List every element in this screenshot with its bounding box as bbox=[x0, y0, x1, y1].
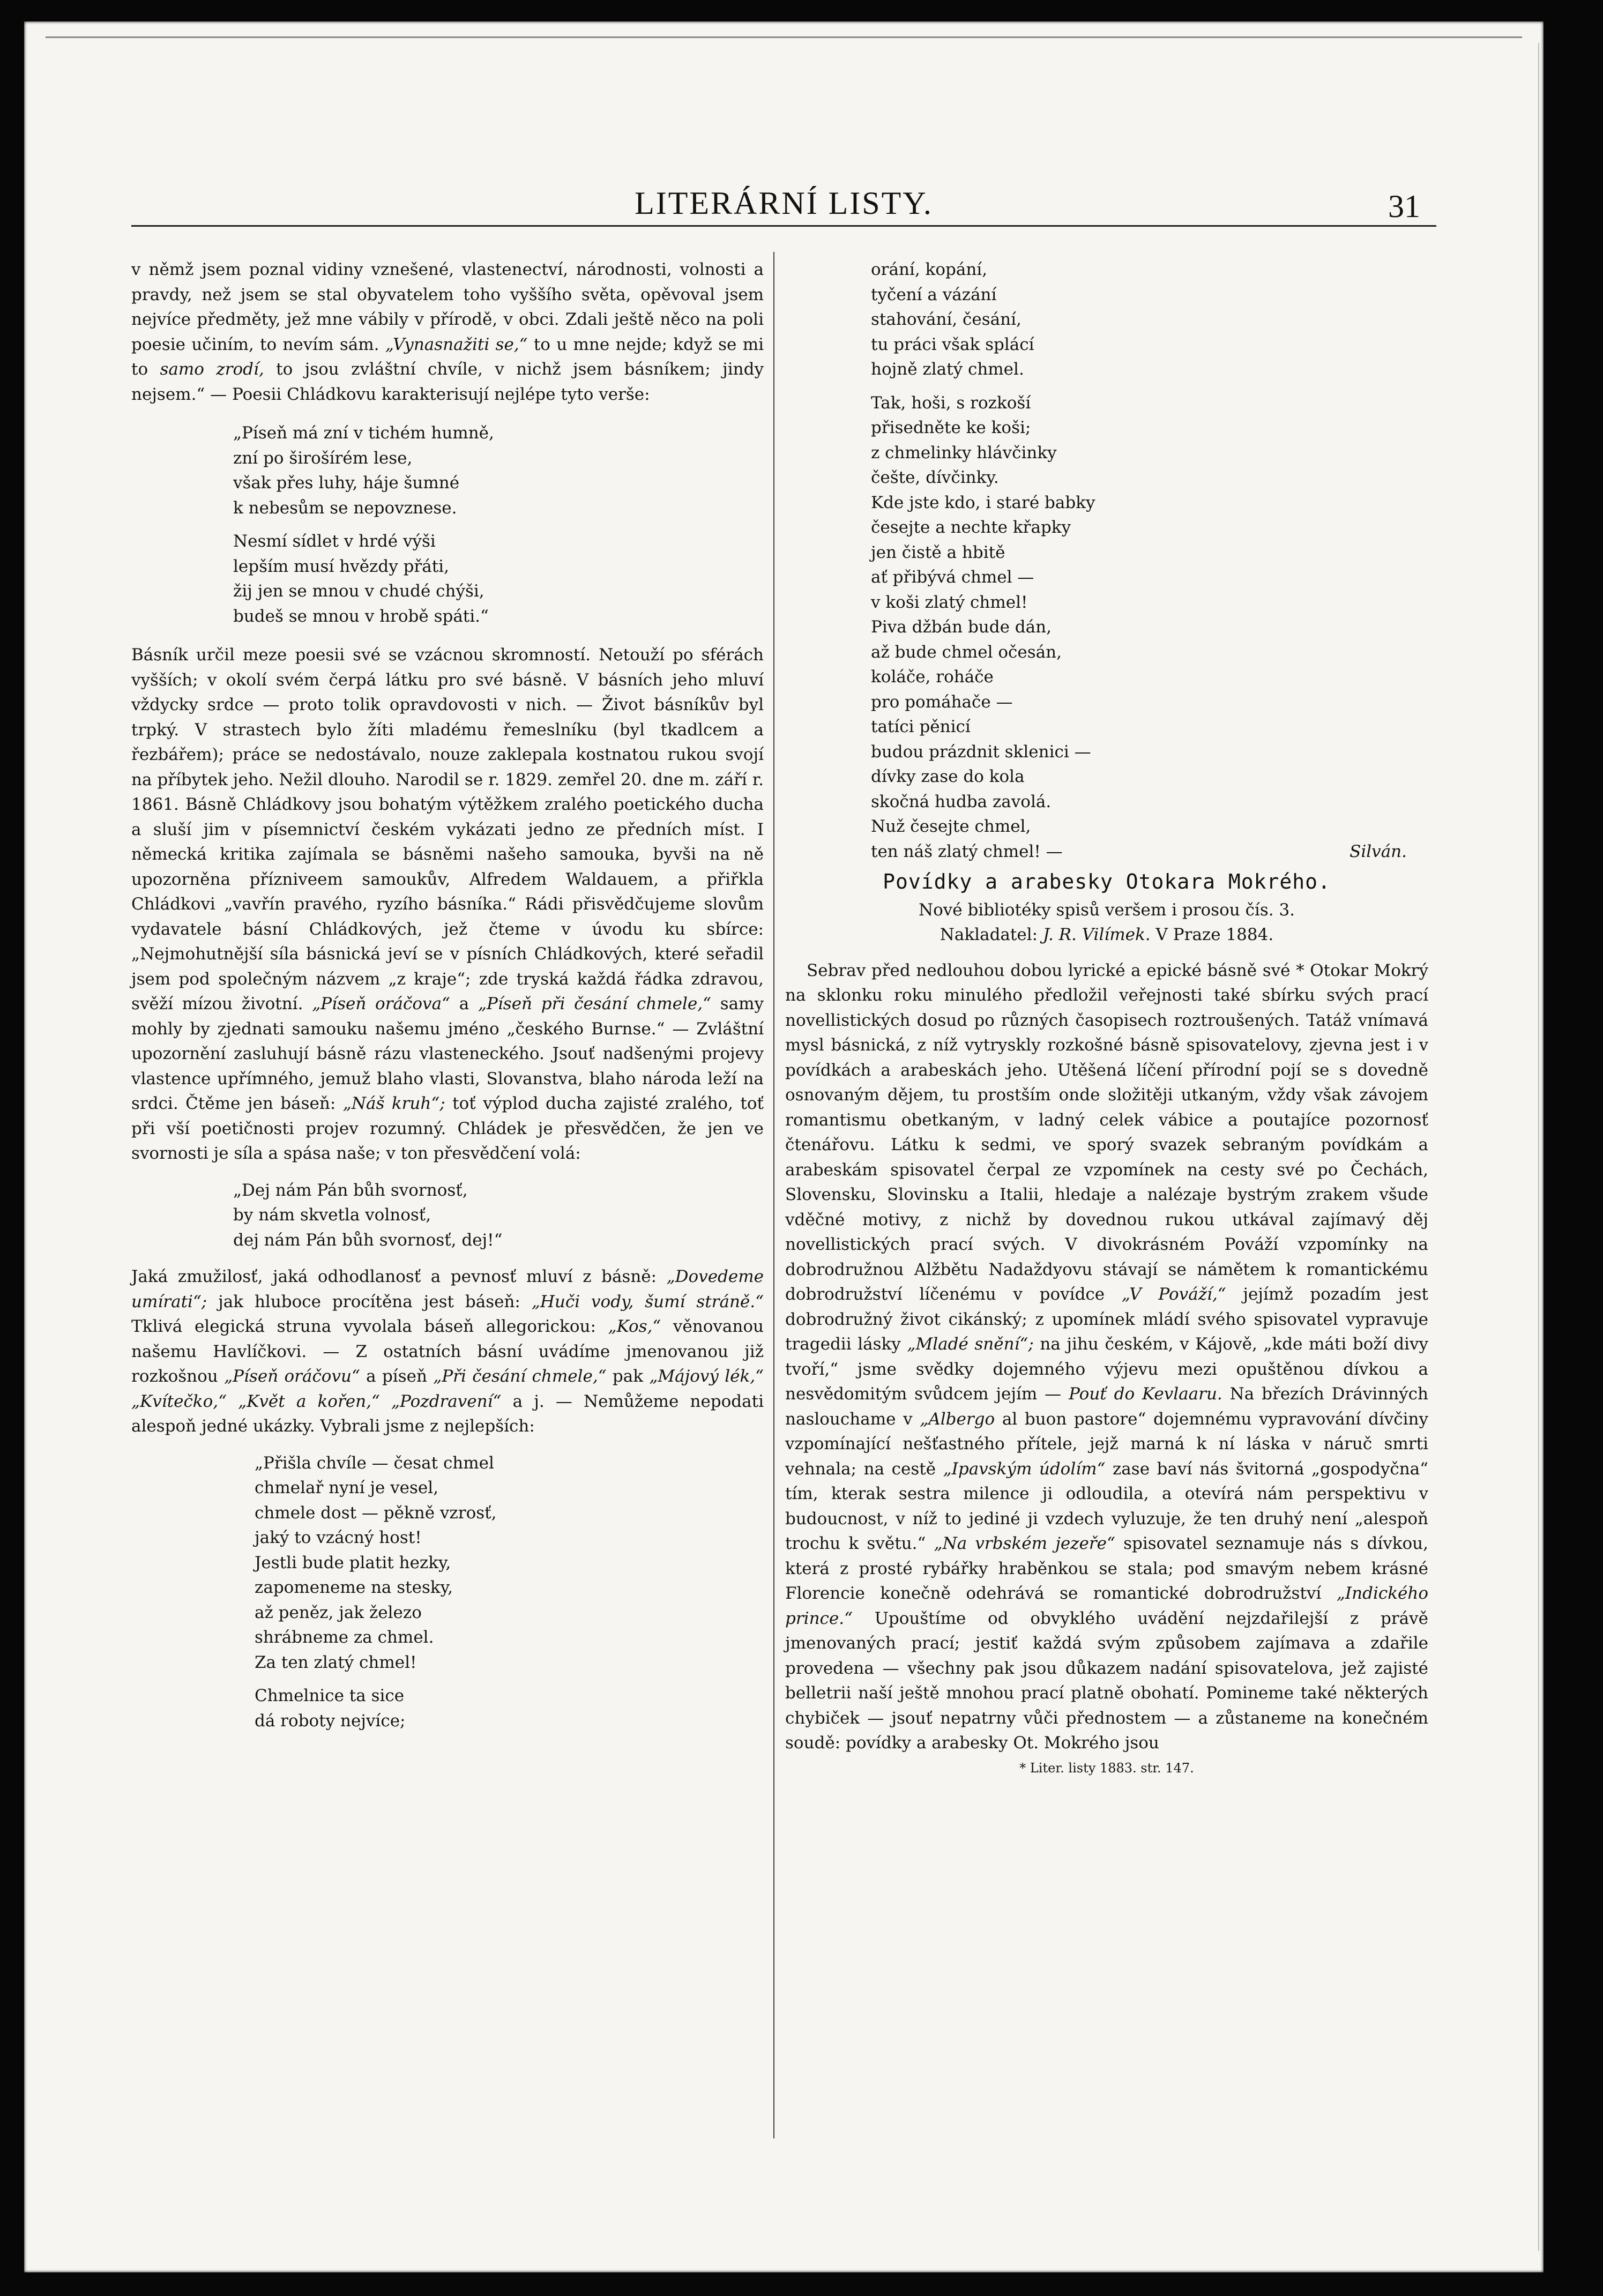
verse-line: chmelař nyní je vesel, bbox=[255, 1478, 439, 1497]
verse-stanza-6 bbox=[871, 257, 1428, 382]
verse-line: v koši zlatý chmel! bbox=[871, 592, 1028, 612]
page bbox=[24, 21, 1544, 2272]
verse-line: Chmelnice ta sice bbox=[255, 1686, 405, 1705]
verse-line: stahování, česání, bbox=[871, 310, 1022, 329]
author-signature: Silván. bbox=[1349, 841, 1407, 861]
paragraph-4: Sebrav před nedlouhou dobou lyrické a epické básně své * Otokar Mokrý na sklonku roku minulého předložil veřejnosti také sbírku svých prací novellistických dosud po různých časopisech roztroušených. Tatáž vnímavá mysl básnická, z níž vytryskly rozkošné básně spisovatelovy, zjevna jest i v povídkách a arabeskách jeho. Utěšená líčení přírodní pojí se s dovedně osnovaným dějem, tu prostším onde složitěji utkaným, vždy však závojem romantismu obetkaným, v ladný celek vábice a poutajíce pozornosť čtenářovu. Látku k sedmi, ve sporý svazek sebraným povídkám a arabeskám spisovatel čerpal ze vzpomínek na cesty své po Čechách, Slovensku, Slovinsku a Italii, hledaje a nalézaje bystrým zrakem všude vděčné motivy, z nichž by dovednou rukou utkával zajímavý děj novellistických prací svých. V divokrásném Pováží vzpomínky na dobrodružnou Alžbětu Nadaždyovu stávají se námětem k romantickému dobrodružství líčenému v povídce „V Pováží,“ jejímž pozadím jest dobrodružný život cikánský; z upomínek mládí svého spisovatel vypravuje tragedii lásky „Mladé snění“; na jihu českém, v Kájově, „kde máti boží divy tvoří,“ jsme svědky dojemného výjevu mezi opuštěnou dívkou a nesvědomitým svůdcem jejím — Pouť do Kevlaaru. Na březích Drávinných naslouchame v „Albergo al buon pastore“ dojemnému vypravování dívčiny vzpomínající nešťastného přítele, jejž marná k ní láska v náruč smrti vehnala; na cestě „Ipavským údolím“ zase baví nás švitorná „gospodyčna“ tím, kterak sestra milence ji odloudila, a otevírá nám perspektivu v budoucnost, v níž to jediné ji vzdech vyluzuje, že ten druhý není „alespoň trochu k světu.“ „Na vrbském jezeře“ spisovatel seznamuje nás s dívkou, která z prosté rybářky hraběnkou se stala; pod smavým nebem krásné Florencie konečně odehrává se romantické dobrodružství „Indického prince.“ Upouštíme od obvyklého uvádění nejzdařilejší z právě jmenovaných prací; jestiť každá svým způsobem zajímava a zdařile provedena — všechny pak jsou důkazem nadání spisovatelova, jež zajisté belletrii naší ještě mnohou prací platně obohatí. Pomineme také některých chybiček — jsouť nepatrny vůči přednostem — a zůstaneme na konečném soudě: povídky a arabesky Ot. Mokrého jsou bbox=[785, 960, 1429, 1753]
verse-line: Jestli bude platit hezky, bbox=[255, 1553, 451, 1572]
verse-line: Tak, hoši, s rozkoší bbox=[871, 393, 1031, 413]
verse-line: hojně zlatý chmel. bbox=[871, 360, 1024, 379]
verse-line: však přes luhy, háje šumné bbox=[233, 473, 460, 493]
last-verse-row bbox=[871, 839, 1407, 864]
verse-line: češte, dívčinky. bbox=[871, 468, 999, 487]
verse-line: „Dej nám Pán bůh svornosť, bbox=[233, 1180, 468, 1200]
running-title: LITERÁRNÍ LISTY. bbox=[635, 185, 933, 221]
verse-line: Kde jste kdo, i staré babky bbox=[871, 493, 1095, 512]
verse-line: přisedněte ke koši; bbox=[871, 418, 1031, 437]
verse-line: tyčení a vázání bbox=[871, 285, 997, 304]
verse-line: budeš se mnou v hrobě spáti.“ bbox=[233, 606, 489, 626]
verse-stanza-7 bbox=[871, 391, 1428, 864]
verse-line: až bude chmel očesán, bbox=[871, 642, 1062, 662]
verse-line: žij jen se mnou v chudé chýši, bbox=[233, 582, 484, 601]
verse-line: tatíci pěnicí bbox=[871, 717, 971, 736]
verse-line: „Píseň má zní v tichém humně, bbox=[233, 423, 494, 443]
verse-stanza-1 bbox=[233, 421, 764, 520]
verse-line: shrábneme za chmel. bbox=[255, 1628, 434, 1647]
verse-line: zapomeneme na stesky, bbox=[255, 1578, 453, 1597]
verse-line: Piva džbán bude dán, bbox=[871, 617, 1052, 637]
verse-stanza-2 bbox=[233, 529, 764, 629]
verse-line: ať přibývá chmel — bbox=[871, 568, 1034, 587]
verse-line: Za ten zlatý chmel! bbox=[255, 1652, 417, 1672]
section-title: Povídky a arabesky Otokara Mokrého. bbox=[883, 870, 1331, 893]
verse-stanza-4 bbox=[255, 1451, 764, 1675]
biblio-line-2: Nakladatel: J. R. Vilímek. V Praze 1884. bbox=[940, 925, 1274, 944]
verse-line: pro pomáhače — bbox=[871, 692, 1013, 712]
left-column bbox=[131, 257, 764, 1733]
verse-line: až peněz, jak železo bbox=[255, 1602, 422, 1622]
column-divider bbox=[773, 252, 774, 2138]
verse-stanza-5 bbox=[255, 1683, 764, 1733]
verse-line: dá roboty nejvíce; bbox=[255, 1711, 406, 1731]
paragraph-1: v němž jsem poznal vidiny vznešené, vlastenectví, národnosti, volnosti a pravdy, než jsem se stal obyvatelem toho vyššího světa, opěvoval jsem nejvíce předměty, jež mne vábily v přírodě, v obci. Zdali ještě něco na poli poesie učiním, to nevím sám. „Vynasnažiti se,“ to u mne nejde; když se mi to samo zrodí, to jsou zvláštní chvíle, v nichž jsem básníkem; jindy nejsem.“ — Poesii Chládkovu karakterisují nejlépe tyto verše: bbox=[131, 260, 764, 404]
verse-line: chmele dost — pěkně vzrosť, bbox=[255, 1503, 497, 1523]
verse-line: dívky zase do kola bbox=[871, 767, 1025, 786]
verse-line: lepším musí hvězdy přáti, bbox=[233, 556, 449, 576]
verse-line: „Přišla chvíle — česat chmel bbox=[255, 1453, 494, 1473]
page-number: 31 bbox=[1388, 189, 1420, 224]
paragraph-2: Básník určil meze poesii své se vzácnou skromností. Netouží po sférách vyšších; v okolí svém čerpá látku pro své básně. V básních jeho mluví vždycky srdce — proto tolik opravdovosti v nich. — Život básníkův byl trpký. V strastech bylo žíti mladému řemeslníku (byl tkadlcem a řezbářem); práce se nedostávalo, nouze zaklepala kostnatou rukou svojí na příbytek jeho. Nežil dlouho. Narodil se r. 1829. zemřel 20. dne m. září r. 1861. Básně Chládkovy jsou bohatým výtěžkem zralého poetického ducha a sluší jim v písemnictví českém vykázati jedno ze předních míst. I německá kritika zajímala se básněmi našeho samouka, byvši na ně upozorněna přízniveem samoukův, Alfredem Waldauem, a přiřkla Chládkovi „vavřín pravého, ryzího básníka.“ Rádi přisvědčujeme slovům vydavatele básní Chládkových, jež čteme v úvodu ku sbírce: „Nejmohutnější síla básnická jeví se v písních Chládkových, které seřadil jsem pod společným názvem „z kraje“; zde tryská každá řádka zdravou, svěží mízou životní. „Píseň oráčova“ a „Píseň při česání chmele,“ samy mohly by zjednati samouku našemu jméno „českého Burnse.“ — Zvláštní upozornění zasluhují básně rázu vlasteneckého. Jsouť nadšenými projevy vlastence upřímného, jemuž blaho vlasti, Slovanstva, blaho národa leží na srdci. Čtěme jen báseň: „Náš kruh“; toť výplod ducha zajisté zralého, toť při vší poetičnosti projev rozumný. Chládek je přesvědčen, že jen ve svornosti je síla a spása naše; v ton přesvědčení volá: bbox=[131, 645, 764, 1163]
verse-line: dej nám Pán bůh svornosť, dej!“ bbox=[233, 1230, 503, 1250]
verse-line: Nuž česejte chmel, bbox=[871, 817, 1031, 836]
verse-line: skočná hudba zavolá. bbox=[871, 792, 1052, 811]
verse-line: česejte a nechte křapky bbox=[871, 518, 1071, 537]
right-column bbox=[785, 257, 1428, 1780]
footnote: * Liter. listy 1883. str. 147. bbox=[1019, 1760, 1194, 1776]
biblio-line-1: Nové bibliotéky spisů veršem i prosou čís. 3. bbox=[918, 900, 1295, 920]
verse-stanza-3 bbox=[233, 1178, 764, 1253]
verse-line: budou prázdnit sklenici — bbox=[871, 742, 1091, 762]
verse-line: by nám skvetla volnosť, bbox=[233, 1205, 431, 1225]
verse-line: jen čistě a hbitě bbox=[871, 542, 1005, 562]
page-edge-line bbox=[1538, 43, 1539, 2251]
verse-line: Nesmí sídlet v hrdé výši bbox=[233, 532, 436, 551]
top-border-line bbox=[46, 36, 1522, 38]
verse-line: tu práci však splácí bbox=[871, 334, 1034, 354]
page-header bbox=[131, 172, 1436, 227]
verse-line: k nebesům se nepovznese. bbox=[233, 498, 457, 518]
verse-line: z chmelinky hlávčinky bbox=[871, 443, 1057, 463]
verse-line: ten náš zlatý chmel! — bbox=[871, 841, 1063, 861]
verse-line: orání, kopání, bbox=[871, 260, 988, 279]
verse-line: jaký to vzácný host! bbox=[255, 1528, 422, 1547]
paragraph-3: Jaká zmužilosť, jaká odhodlanosť a pevnosť mluví z básně: „Dovedeme umírati“; jak hluboce procítěna jest báseň: „Huči vody, šumí stráně.“ Tklivá elegická struna vyvolala báseň allegorickou: „Kos,“ věnovanou našemu Havlíčkovi. — Z ostatních básní uvádíme jmenovanou již rozkošnou „Píseň oráčovu“ a píseň „Při česání chmele,“ pak „Májový lék,“ „Kvítečko,“ „Květ a kořen,“ „Pozdravení“ a j. — Nemůžeme nepodati alespoň jedné ukázky. Vybrali jsme z nejlepších: bbox=[131, 1267, 764, 1436]
verse-line: koláče, roháče bbox=[871, 667, 994, 687]
verse-line: zní po širošírém lese, bbox=[233, 448, 413, 468]
publisher-name: J. R. Vilímek. bbox=[1042, 925, 1151, 944]
